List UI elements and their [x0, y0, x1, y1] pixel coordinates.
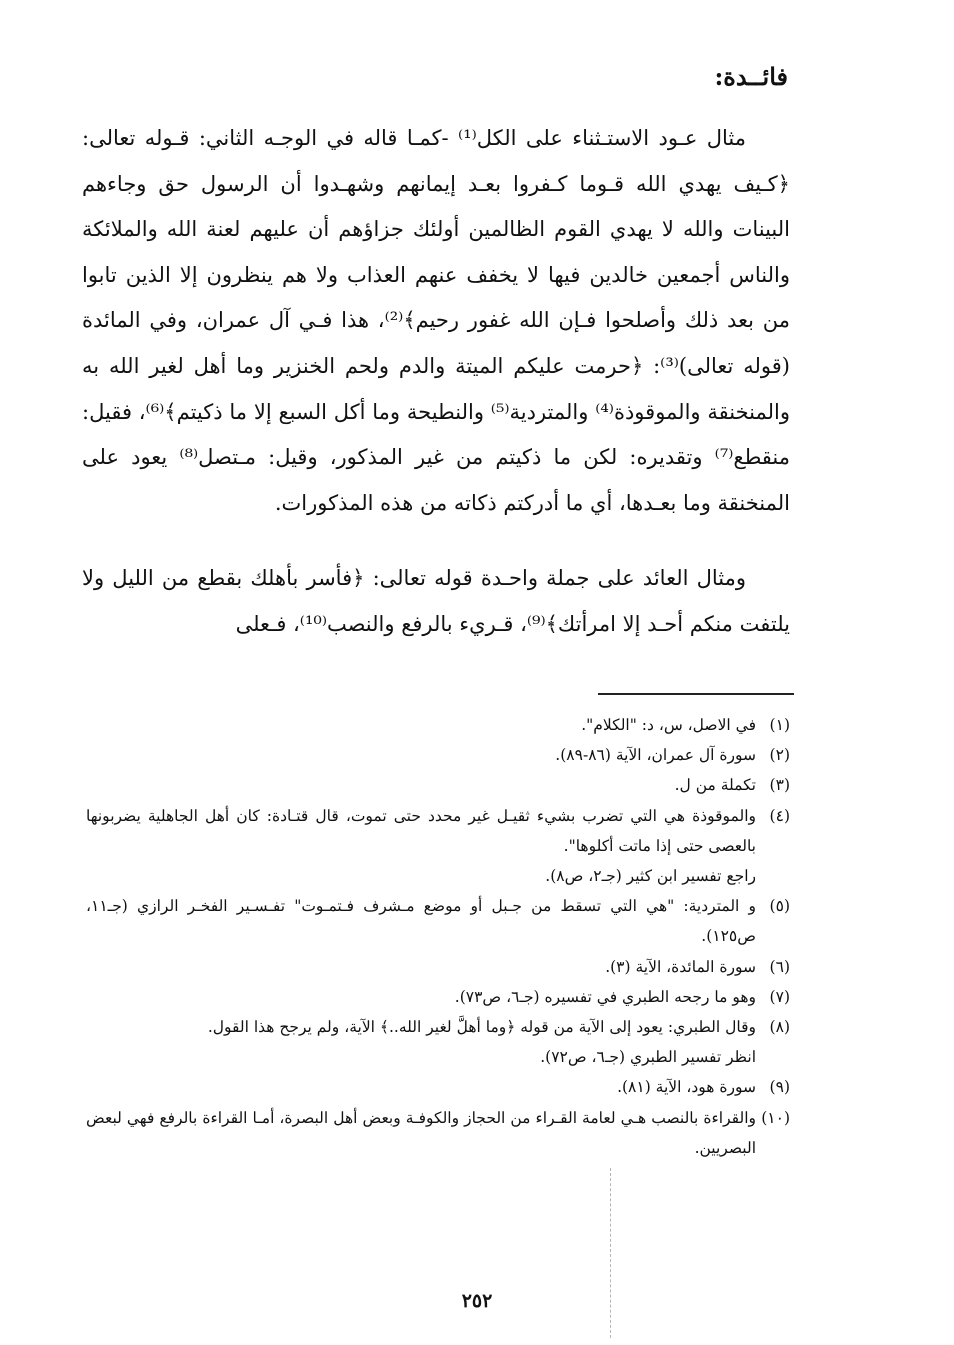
footnote-8-continuation: [86, 1042, 790, 1072]
footnote-text: تكملة من ل.: [674, 776, 756, 795]
footnote-text: في الاصل، س، د: "الكلام".: [581, 716, 756, 734]
footnote-number: (٣): [769, 776, 790, 795]
footnote-number: (١): [769, 716, 790, 734]
footnote-divider: [598, 693, 794, 695]
footnote-number: (٩): [769, 1078, 790, 1097]
footnote-number: (٤): [769, 806, 790, 825]
footnote-number: (٢): [769, 746, 790, 765]
footnote-text: والقراءة بالنصب هـي لعامة القـراء من الحجاز والكوفـة وبعض أهل البصرة، أمـا القراءة بالرفع فهي لبعض البصريين.: [86, 1108, 756, 1157]
footnote-text: سورة آل عمران، الآية (٨٦-٨٩).: [555, 746, 756, 765]
footnote-number: (٥): [769, 897, 790, 916]
footnote-number: (٨): [769, 1018, 790, 1037]
footnote-text: انظر تفسير الطبري (جـ٦، ص٧٢).: [540, 1048, 756, 1067]
page-number: ٢٥٢: [461, 1290, 493, 1312]
scan-fold-line: [610, 1168, 611, 1338]
section-heading: فائــدة:: [714, 62, 788, 91]
main-text: [82, 116, 790, 648]
footnote-number: (٦): [769, 957, 790, 976]
footnote-text: راجع تفسير ابن كثير (جـ٢، ص٨).: [545, 867, 756, 886]
paragraph-1: مثال عـود الاستـثناء على الكل⁽¹⁾ -كمـا قاله في الوجـه الثاني: قـوله تعالى: ﴿كـيف يهدي الله قـوما كـفروا بعـد إيمانهم وشهـدوا أن الرسول حق وجاءهم البينات والله لا يهدي القوم الظالمين أولئك جزاؤهم أن عليهم لعنة الله والملائكة والناس أجمعين خالدين فيها لا يخفف عنهم العذاب ولا هم ينظرون إلا الذين تابوا من بعد ذلك وأصلحوا فـإن الله غفور رحيم﴾⁽²⁾، هذا فـي آل عمران، وفي المائدة (قوله تعالى)⁽³⁾: ﴿حرمت عليكم الميتة والدم ولحم الخنزير وما أهل لغير الله به والمنخنقة والموقوذة⁽⁴⁾ والمتردية⁽⁵⁾ والنطيحة وما أكل السبع إلا ما ذكيتم﴾⁽⁶⁾، فقيل: منقطع⁽⁷⁾ وتقديره: لكن ما ذكيتم من غير المذكور، وقيل: مـتصل⁽⁸⁾ يعود على المنخنقة وما بعـدها، أي ما أدركتم ذكاته من هذه المذكورات.: [82, 126, 791, 515]
footnote-4: [86, 801, 790, 861]
footnote-10: [86, 1103, 790, 1163]
footnote-1: [86, 710, 790, 740]
footnote-number: (٧): [769, 987, 790, 1006]
footnotes-list: [86, 710, 790, 1163]
footnote-number: (١٠): [761, 1108, 790, 1127]
footnote-text: وهو ما رجحه الطبري في تفسيره (جـ٦، ص٧٣).: [454, 987, 756, 1006]
paragraph-2: ومثال العائد على جملة واحـدة قوله تعالى: ﴿فأسر بأهلك بقطع من الليل ولا يلتفت منكم أحـد إلا امرأتك﴾⁽⁹⁾، قـريء بالرفع والنصب⁽¹⁰⁾، فـعلى: [82, 566, 790, 636]
footnote-4-continuation: [86, 861, 790, 891]
footnote-text: وقال الطبري: يعود إلى الآية من قوله ﴿وما أهلَّ لغير الله..﴾ الآية، ولم يرجح هذا القول.: [207, 1018, 756, 1037]
footnote-6: [86, 952, 790, 982]
footnote-3: [86, 770, 790, 800]
footnote-5: [86, 891, 790, 951]
footnote-8: [86, 1012, 790, 1042]
footnote-text: سورة هود، الآية (٨١).: [617, 1078, 756, 1097]
paragraph-spacer: [82, 526, 790, 556]
footnote-2: [86, 740, 790, 770]
footnote-text: و المتردية: "هي التي تسقط من جـبل أو موضع مـشرف فـتمـوت" تفـسـير الفخـر الرازي (جـ١١، ص١٢٥).: [86, 897, 756, 946]
footnote-7: [86, 982, 790, 1012]
footnote-text: سورة المائدة، الآية (٣).: [605, 957, 756, 976]
footnote-9: [86, 1072, 790, 1102]
footnote-text: والموقوذة هي التي تضرب بشيء ثقيـل غير محدد حتى تموت، قال قتـادة: كان أهل الجاهلية يضربونها بالعصى حتى إذا ماتت أكلوها".: [86, 806, 756, 855]
